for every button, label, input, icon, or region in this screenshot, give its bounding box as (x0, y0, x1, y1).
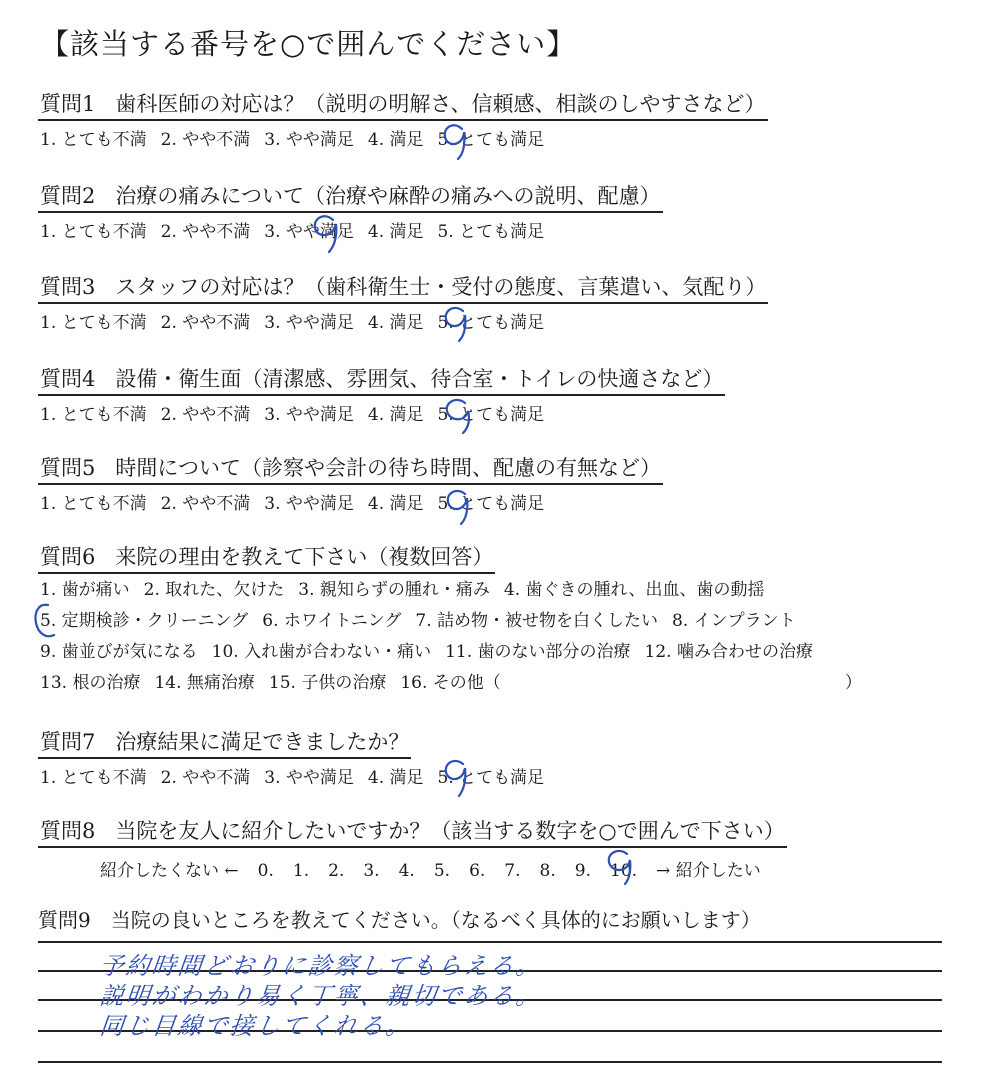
scale-value[interactable]: 0. (257, 861, 274, 881)
reason-option[interactable]: 6. ホワイトニング (262, 611, 402, 631)
option-1[interactable]: 1. とても不満 (40, 130, 147, 150)
scale-value[interactable]: 3. (363, 861, 380, 881)
option-5[interactable]: 5. とても満足 (437, 313, 545, 333)
question-6-heading: 質問6 来院の理由を教えて下さい（複数回答） (38, 541, 495, 574)
option-4[interactable]: 4. 満足 (367, 494, 424, 514)
question-7-heading: 質問7 治療結果に満足できましたか？ (38, 726, 411, 759)
circle-mark-q1 (440, 119, 470, 161)
reason-option[interactable]: 11. 歯のない部分の治療 (445, 642, 631, 662)
option-3[interactable]: 3. やや満足 (264, 768, 354, 788)
question-3-options (38, 308, 768, 333)
scale-value[interactable]: 5. (433, 861, 451, 881)
option-1[interactable]: 1. とても不満 (40, 494, 147, 514)
option-5[interactable]: 5. とても満足 (437, 130, 545, 150)
reason-option[interactable]: 9. 歯並びが気になる (40, 642, 198, 662)
question-2-options (38, 217, 663, 242)
page-title: 【該当する番号を○で囲んでください】 (40, 27, 577, 61)
question-5-heading: 質問5 時間について（診察や会計の待ち時間、配慮の有無など） (38, 452, 663, 485)
question-8-heading: 質問8 当院を友人に紹介したいですか？（該当する数字を○で囲んで下さい） (38, 815, 787, 848)
option-5[interactable]: 5. とても満足 (437, 768, 545, 788)
answer-line (38, 941, 942, 943)
circle-mark-q4 (441, 395, 475, 435)
circle-mark-q6 (30, 601, 60, 643)
reason-option[interactable]: 1. 歯が痛い (40, 580, 130, 600)
option-2[interactable]: 2. やや不満 (160, 768, 251, 788)
circle-mark-q5 (443, 486, 473, 526)
reason-option[interactable]: 14. 無痛治療 (154, 673, 255, 693)
option-1[interactable]: 1. とても不満 (40, 405, 147, 425)
circle-mark-q2 (309, 210, 343, 254)
option-5[interactable]: 5. とても満足 (437, 494, 545, 514)
question-1-options (38, 125, 768, 150)
reason-option[interactable]: 8. インプラント (672, 611, 796, 631)
reason-option[interactable]: 2. 取れた、欠けた (143, 580, 285, 600)
scale-value[interactable]: 7. (504, 861, 521, 881)
option-3[interactable]: 3. やや満足 (264, 405, 354, 425)
option-2[interactable]: 2. やや不満 (160, 313, 251, 333)
scale-right-label: → 紹介したい (656, 861, 761, 881)
option-4[interactable]: 4. 満足 (367, 130, 424, 150)
circle-mark-q7 (441, 756, 471, 798)
option-4[interactable]: 4. 満足 (367, 222, 424, 242)
reason-option[interactable]: 15. 子供の治療 (268, 673, 387, 693)
question-9-heading: 質問9 当院の良いところを教えてください。（なるべく具体的にお願いします） (38, 908, 761, 932)
question-4-options (38, 400, 725, 425)
question-3 (38, 271, 768, 333)
option-3[interactable]: 3. やや満足 (264, 130, 354, 150)
question-4-heading: 質問4 設備・衛生面（清潔感、雰囲気、待合室・トイレの快適さなど） (38, 363, 725, 396)
handwritten-answer-line-2: 説明がわかり易く丁寧、親切である。 (98, 982, 544, 1010)
reason-option[interactable]: 5. 定期検診・クリーニング (40, 611, 249, 631)
option-3[interactable]: 3. やや満足 (264, 313, 354, 333)
scale-value[interactable]: 1. (292, 861, 310, 881)
scale-value[interactable]: 10. (610, 861, 638, 881)
scale-value[interactable]: 8. (539, 861, 556, 881)
option-1[interactable]: 1. とても不満 (40, 222, 147, 242)
option-5[interactable]: 5. とても満足 (437, 222, 545, 242)
reason-option[interactable]: 12. 噛み合わせの治療 (644, 642, 813, 662)
question-8 (38, 815, 787, 881)
question-4 (38, 363, 725, 425)
question-1 (38, 88, 768, 150)
question-1-heading: 質問1 歯科医師の対応は？（説明の明解さ、信頼感、相談のしやすさなど） (38, 88, 768, 121)
option-1[interactable]: 1. とても不満 (40, 313, 147, 333)
option-3[interactable]: 3. やや満足 (264, 222, 354, 242)
circle-mark-q3 (441, 303, 471, 343)
answer-line (38, 1061, 942, 1063)
question-2 (38, 180, 663, 242)
options-row-1 (40, 575, 862, 606)
question-5 (38, 452, 663, 514)
recommend-scale (38, 856, 787, 881)
reason-option[interactable]: 10. 入れ歯が合わない・痛い (211, 642, 432, 662)
scale-left-label: 紹介したくない ← (100, 861, 239, 881)
option-2[interactable]: 2. やや不満 (160, 130, 251, 150)
option-2[interactable]: 2. やや不満 (160, 405, 251, 425)
scale-value[interactable]: 6. (469, 861, 486, 881)
option-4[interactable]: 4. 満足 (367, 405, 424, 425)
circle-mark-q8 (603, 846, 637, 886)
handwritten-answer-line-1: 予約時間どおりに診察してもらえる。 (98, 952, 544, 980)
question-3-heading: 質問3 スタッフの対応は？（歯科衛生士・受付の態度、言葉遣い、気配り） (38, 271, 768, 304)
reason-option[interactable]: 13. 根の治療 (40, 673, 141, 693)
option-3[interactable]: 3. やや満足 (264, 494, 354, 514)
scale-value[interactable]: 9. (574, 861, 591, 881)
reason-option[interactable]: 16. その他（ (400, 673, 501, 693)
option-5[interactable]: 5. とても満足 (437, 405, 545, 425)
handwritten-answer-line-3: 同じ目線で接してくれる。 (98, 1012, 414, 1040)
question-6 (38, 541, 862, 699)
reason-option[interactable]: 7. 詰め物・被せ物を白くしたい (415, 611, 659, 631)
question-6-options (38, 575, 862, 699)
scale-value[interactable]: 2. (328, 861, 345, 881)
option-4[interactable]: 4. 満足 (367, 313, 424, 333)
reason-option[interactable]: 3. 親知らずの腫れ・痛み (298, 580, 490, 600)
options-row-3 (40, 637, 862, 668)
question-5-options (38, 489, 663, 514)
question-2-heading: 質問2 治療の痛みについて（治療や麻酔の痛みへの説明、配慮） (38, 180, 663, 213)
scale-value[interactable]: 4. (398, 861, 415, 881)
option-4[interactable]: 4. 満足 (367, 768, 424, 788)
question-9 (38, 904, 761, 933)
option-2[interactable]: 2. やや不満 (160, 222, 251, 242)
option-1[interactable]: 1. とても不満 (40, 768, 147, 788)
option-2[interactable]: 2. やや不満 (160, 494, 251, 514)
question-7-options (38, 763, 558, 788)
other-close-paren: ） (844, 673, 862, 693)
options-row-2 (40, 606, 862, 637)
options-row-4 (40, 668, 862, 699)
reason-option[interactable]: 4. 歯ぐきの腫れ、出血、歯の動揺 (503, 580, 765, 600)
question-7 (38, 726, 558, 788)
